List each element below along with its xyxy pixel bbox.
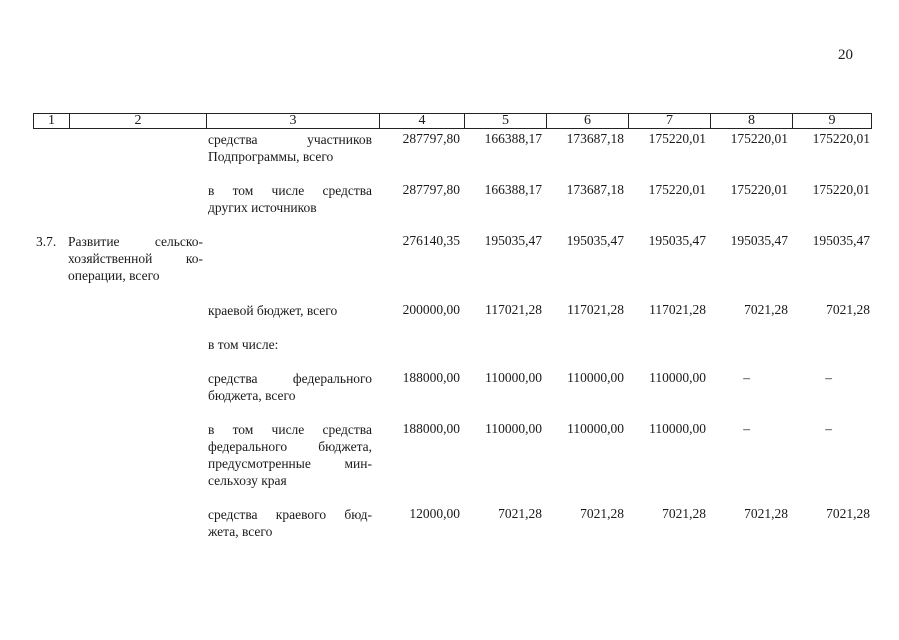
header-cell-6: 6 — [546, 113, 628, 129]
description-line: в том числе средства — [208, 183, 372, 198]
header-cell-5: 5 — [464, 113, 546, 129]
value-col-7: 195035,47 — [648, 233, 706, 248]
description-line: в том числе средства — [208, 422, 372, 437]
section-title-line: хозяйственной ко- — [68, 251, 203, 266]
row-description — [208, 370, 372, 404]
description-line: в том числе: — [208, 337, 279, 352]
value-col-8: 175220,01 — [730, 131, 788, 146]
value-col-8: 7021,28 — [744, 302, 788, 317]
value-col-7: 175220,01 — [648, 131, 706, 146]
description-line: сельхозу края — [208, 473, 287, 488]
value-col-9: – — [825, 370, 832, 385]
section-title-line: операции, всего — [68, 268, 160, 283]
value-col-8: 7021,28 — [744, 506, 788, 521]
value-col-5: 166388,17 — [484, 131, 542, 146]
value-col-5: 110000,00 — [485, 370, 542, 385]
header-cell-8: 8 — [710, 113, 792, 129]
value-col-6: 117021,28 — [567, 302, 624, 317]
value-col-8: 195035,47 — [730, 233, 788, 248]
description-line: федерального бюджета, — [208, 439, 372, 454]
description-line: жета, всего — [208, 524, 273, 539]
value-col-8: – — [743, 370, 750, 385]
page-number: 20 — [838, 47, 853, 63]
value-col-9: 7021,28 — [826, 302, 870, 317]
section-number: 3.7. — [36, 234, 57, 249]
row-description — [208, 131, 372, 165]
value-col-7: 110000,00 — [649, 370, 706, 385]
value-col-4: 287797,80 — [402, 131, 460, 146]
value-col-4: 188000,00 — [402, 421, 460, 436]
value-col-9: 7021,28 — [826, 506, 870, 521]
value-col-6: 110000,00 — [567, 370, 624, 385]
value-col-7: 7021,28 — [662, 506, 706, 521]
value-col-7: 175220,01 — [648, 182, 706, 197]
value-col-9: 195035,47 — [812, 233, 870, 248]
value-col-5: 110000,00 — [485, 421, 542, 436]
value-col-4: 200000,00 — [402, 302, 460, 317]
value-col-5: 117021,28 — [485, 302, 542, 317]
description-line: бюджета, всего — [208, 388, 296, 403]
value-col-4: 287797,80 — [402, 182, 460, 197]
header-cell-9: 9 — [792, 113, 872, 129]
description-line: средства федерального — [208, 371, 372, 386]
value-col-6: 173687,18 — [566, 131, 624, 146]
row-description — [208, 506, 372, 540]
value-col-9: – — [825, 421, 832, 436]
value-col-4: 12000,00 — [409, 506, 460, 521]
value-col-6: 110000,00 — [567, 421, 624, 436]
description-line: Подпрограммы, всего — [208, 149, 334, 164]
value-col-9: 175220,01 — [812, 182, 870, 197]
table-header-row — [33, 113, 872, 129]
value-col-4: 188000,00 — [402, 370, 460, 385]
description-line: краевой бюджет, всего — [208, 303, 338, 318]
section-title — [68, 233, 203, 284]
value-col-7: 110000,00 — [649, 421, 706, 436]
description-line: средства участников — [208, 132, 372, 147]
value-col-8: 175220,01 — [730, 182, 788, 197]
row-description — [208, 421, 372, 489]
description-line: других источников — [208, 200, 317, 215]
value-col-5: 7021,28 — [498, 506, 542, 521]
header-cell-1: 1 — [33, 113, 69, 129]
header-cell-2: 2 — [69, 113, 206, 129]
header-cell-4: 4 — [379, 113, 464, 129]
row-description — [208, 302, 372, 319]
value-col-5: 166388,17 — [484, 182, 542, 197]
header-cell-7: 7 — [628, 113, 710, 129]
value-col-8: – — [743, 421, 750, 436]
value-col-6: 195035,47 — [566, 233, 624, 248]
value-col-4: 276140,35 — [402, 233, 460, 248]
row-description — [208, 336, 372, 353]
value-col-6: 173687,18 — [566, 182, 624, 197]
value-col-9: 175220,01 — [812, 131, 870, 146]
header-cell-3: 3 — [206, 113, 379, 129]
row-description — [208, 182, 372, 216]
value-col-7: 117021,28 — [649, 302, 706, 317]
description-line: предусмотренные мин- — [208, 456, 372, 471]
section-title-line: Развитие сельско- — [68, 234, 203, 249]
value-col-6: 7021,28 — [580, 506, 624, 521]
description-line: средства краевого бюд- — [208, 507, 372, 522]
value-col-5: 195035,47 — [484, 233, 542, 248]
